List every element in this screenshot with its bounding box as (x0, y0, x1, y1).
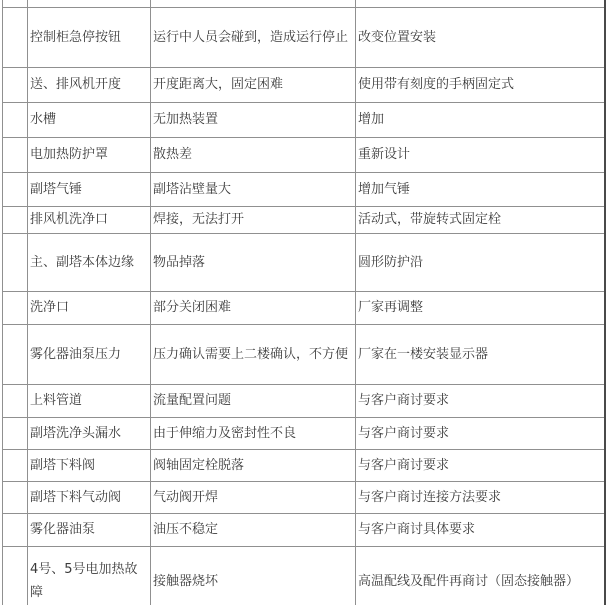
cell-problem: 阀轴固定栓脱落 (151, 449, 356, 481)
cell-item: 雾化器油泵 (28, 513, 151, 546)
cell-index (3, 481, 28, 513)
cell-problem: 油压不稳定 (151, 513, 356, 546)
table-row (3, 233, 605, 291)
cell-problem: 无加热装置 (151, 102, 356, 137)
cell-index (3, 324, 28, 384)
cell-solution: 改变位置安装 (356, 7, 605, 67)
cell-solution: 活动式，带旋转式固定栓 (356, 206, 605, 233)
cell-solution: 增加 (356, 102, 605, 137)
cell-solution (356, 0, 605, 7)
cell-index (3, 0, 28, 7)
cell-problem: 由于伸缩力及密封性不良 (151, 417, 356, 449)
cell-solution: 高温配线及配件再商讨（固态接触器） (356, 546, 605, 605)
cell-solution: 与客户商讨要求 (356, 417, 605, 449)
table-row (3, 449, 605, 481)
cell-index (3, 546, 28, 605)
cell-item: 水槽 (28, 102, 151, 137)
cell-item: 副塔气锤 (28, 172, 151, 206)
table-row (3, 324, 605, 384)
cell-item: 主、副塔本体边缘 (28, 233, 151, 291)
cell-problem: 压力确认需要上二楼确认，不方便 (151, 324, 356, 384)
cell-index (3, 7, 28, 67)
cell-item: 排风机洗净口 (28, 206, 151, 233)
cell-item: 副塔下料阀 (28, 449, 151, 481)
cell-index (3, 137, 28, 172)
cell-index (3, 172, 28, 206)
cell-item (28, 0, 151, 7)
table-row (3, 291, 605, 324)
cell-item: 洗净口 (28, 291, 151, 324)
cell-solution: 增加气锤 (356, 172, 605, 206)
cell-solution: 与客户商讨连接方法要求 (356, 481, 605, 513)
issues-table-body (3, 0, 605, 605)
cell-index (3, 102, 28, 137)
cell-solution: 使用带有刻度的手柄固定式 (356, 67, 605, 102)
cell-item: 副塔下料气动阀 (28, 481, 151, 513)
cell-problem: 焊接，无法打开 (151, 206, 356, 233)
table-row (3, 172, 605, 206)
table-row (3, 102, 605, 137)
cell-item: 副塔洗净头漏水 (28, 417, 151, 449)
table-row (3, 513, 605, 546)
cell-problem: 部分关闭困难 (151, 291, 356, 324)
cell-solution: 与客户商讨具体要求 (356, 513, 605, 546)
cell-item: 4号、5号电加热故障 (28, 546, 151, 605)
cell-item: 电加热防护罩 (28, 137, 151, 172)
cell-problem: 散热差 (151, 137, 356, 172)
cell-solution: 厂家在一楼安装显示器 (356, 324, 605, 384)
cell-item: 雾化器油泵压力 (28, 324, 151, 384)
cell-index (3, 233, 28, 291)
cell-problem: 流量配置问题 (151, 384, 356, 417)
cell-index (3, 513, 28, 546)
cell-index (3, 384, 28, 417)
cell-solution: 与客户商讨要求 (356, 449, 605, 481)
table-row (3, 67, 605, 102)
table-row (3, 7, 605, 67)
cell-problem (151, 0, 356, 7)
cell-problem: 副塔沾壁量大 (151, 172, 356, 206)
cell-problem: 物品掉落 (151, 233, 356, 291)
cell-problem: 开度距离大，固定困难 (151, 67, 356, 102)
cell-problem: 运行中人员会碰到，造成运行停止 (151, 7, 356, 67)
cell-index (3, 449, 28, 481)
cell-index (3, 67, 28, 102)
cell-index (3, 206, 28, 233)
issues-table (2, 0, 606, 605)
cell-item: 送、排风机开度 (28, 67, 151, 102)
cell-index (3, 291, 28, 324)
cutoff-row-top (3, 0, 605, 7)
table-row (3, 546, 605, 605)
cell-solution: 厂家再调整 (356, 291, 605, 324)
table-row (3, 137, 605, 172)
cell-solution: 与客户商讨要求 (356, 384, 605, 417)
cell-item: 控制柜急停按钮 (28, 7, 151, 67)
cell-problem: 气动阀开焊 (151, 481, 356, 513)
table-row (3, 417, 605, 449)
cell-item: 上料管道 (28, 384, 151, 417)
cell-index (3, 417, 28, 449)
cell-problem: 接触器烧坏 (151, 546, 356, 605)
table-row (3, 206, 605, 233)
table-row (3, 481, 605, 513)
cell-solution: 圆形防护沿 (356, 233, 605, 291)
cell-solution: 重新设计 (356, 137, 605, 172)
table-row (3, 384, 605, 417)
